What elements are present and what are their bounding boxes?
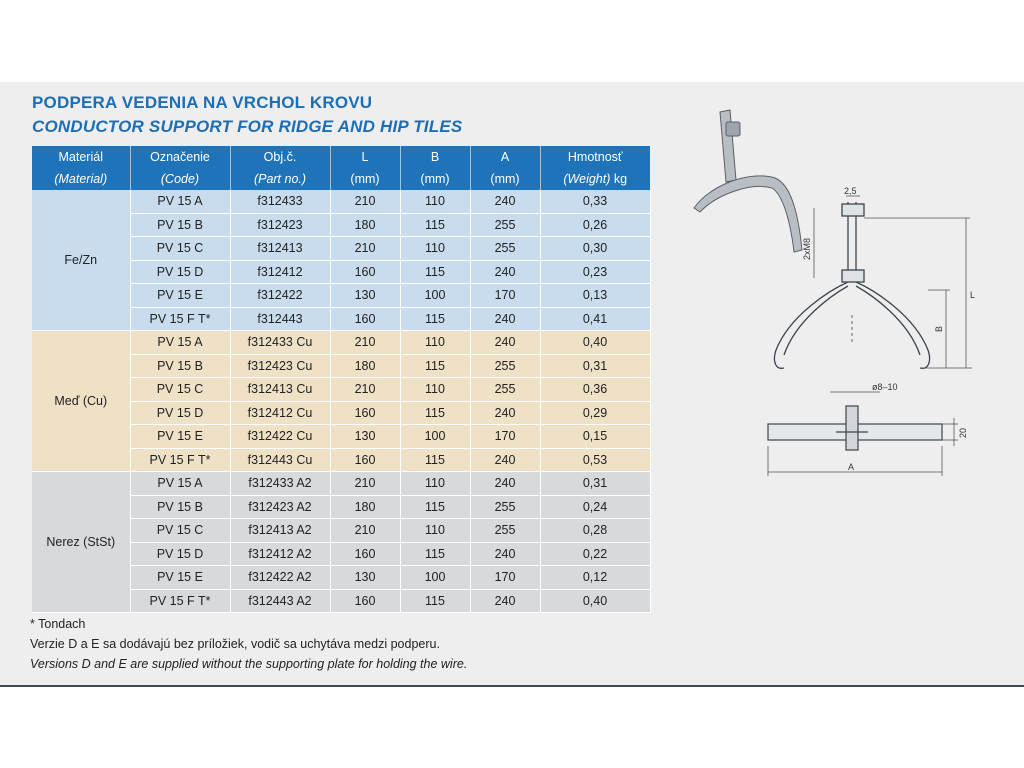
part-cell: f312433 Cu <box>230 331 330 355</box>
code-cell: PV 15 D <box>130 260 230 284</box>
part-cell: f312422 A2 <box>230 566 330 590</box>
weight-unit: kg <box>613 172 628 186</box>
b-cell: 115 <box>400 401 470 425</box>
dim-diameter-label: ø8–10 <box>872 382 898 392</box>
table-row <box>32 190 650 213</box>
header-a: A <box>470 146 540 168</box>
code-cell: PV 15 A <box>130 190 230 213</box>
l-cell: 210 <box>330 378 400 402</box>
part-cell: f312433 <box>230 190 330 213</box>
part-cell: f312443 A2 <box>230 589 330 613</box>
b-cell: 115 <box>400 260 470 284</box>
l-cell: 180 <box>330 354 400 378</box>
header-a-unit: (mm) <box>470 168 540 190</box>
weight-cell: 0,40 <box>540 331 650 355</box>
header-material-en: (Material) <box>32 168 130 190</box>
dim-l-label: L <box>970 290 976 300</box>
spec-body <box>32 190 650 613</box>
code-cell: PV 15 C <box>130 237 230 261</box>
l-cell: 130 <box>330 284 400 308</box>
part-cell: f312422 <box>230 284 330 308</box>
header-row-bottom <box>32 168 650 190</box>
weight-cell: 0,13 <box>540 284 650 308</box>
note-slovak: Verzie D a E sa dodávajú bez príložiek, vodič sa uchytáva medzi podperu. <box>30 637 440 651</box>
weight-cell: 0,12 <box>540 566 650 590</box>
header-b: B <box>400 146 470 168</box>
code-cell: PV 15 C <box>130 378 230 402</box>
part-cell: f312413 <box>230 237 330 261</box>
header-code-en: (Code) <box>130 168 230 190</box>
b-cell: 115 <box>400 213 470 237</box>
a-cell: 240 <box>470 401 540 425</box>
l-cell: 180 <box>330 213 400 237</box>
code-cell: PV 15 D <box>130 401 230 425</box>
weight-cell: 0,23 <box>540 260 650 284</box>
code-cell: PV 15 A <box>130 331 230 355</box>
l-cell: 160 <box>330 542 400 566</box>
a-cell: 255 <box>470 213 540 237</box>
code-cell: PV 15 E <box>130 566 230 590</box>
l-cell: 210 <box>330 331 400 355</box>
weight-cell: 0,33 <box>540 190 650 213</box>
part-cell: f312412 <box>230 260 330 284</box>
l-cell: 130 <box>330 425 400 449</box>
weight-cell: 0,30 <box>540 237 650 261</box>
l-cell: 130 <box>330 566 400 590</box>
l-cell: 210 <box>330 237 400 261</box>
weight-cell: 0,24 <box>540 495 650 519</box>
b-cell: 100 <box>400 284 470 308</box>
l-cell: 160 <box>330 589 400 613</box>
weight-cell: 0,22 <box>540 542 650 566</box>
a-cell: 240 <box>470 307 540 331</box>
b-cell: 100 <box>400 425 470 449</box>
header-weight: Hmotnosť <box>540 146 650 168</box>
weight-cell: 0,28 <box>540 519 650 543</box>
header-weight-unit <box>540 168 650 190</box>
code-cell: PV 15 A <box>130 472 230 496</box>
l-cell: 160 <box>330 448 400 472</box>
l-cell: 160 <box>330 307 400 331</box>
a-cell: 240 <box>470 260 540 284</box>
weight-cell: 0,15 <box>540 425 650 449</box>
code-cell: PV 15 F T* <box>130 307 230 331</box>
part-cell: f312423 <box>230 213 330 237</box>
technical-drawing <box>680 100 1000 490</box>
weight-label-en: (Weight) <box>563 172 611 186</box>
b-cell: 115 <box>400 448 470 472</box>
a-cell: 240 <box>470 472 540 496</box>
header-row-top <box>32 146 650 168</box>
dim-a-label: A <box>848 462 855 472</box>
b-cell: 115 <box>400 589 470 613</box>
code-cell: PV 15 F T* <box>130 448 230 472</box>
header-material: Materiál <box>32 146 130 168</box>
a-cell: 255 <box>470 354 540 378</box>
l-cell: 210 <box>330 190 400 213</box>
a-cell: 240 <box>470 331 540 355</box>
material-cell: Nerez (StSt) <box>32 472 130 613</box>
title-english: CONDUCTOR SUPPORT FOR RIDGE AND HIP TILES <box>32 117 463 136</box>
code-cell: PV 15 B <box>130 354 230 378</box>
weight-cell: 0,29 <box>540 401 650 425</box>
a-cell: 255 <box>470 519 540 543</box>
weight-cell: 0,31 <box>540 472 650 496</box>
b-cell: 110 <box>400 378 470 402</box>
b-cell: 100 <box>400 566 470 590</box>
a-cell: 255 <box>470 495 540 519</box>
part-cell: f312423 Cu <box>230 354 330 378</box>
b-cell: 110 <box>400 237 470 261</box>
part-cell: f312433 A2 <box>230 472 330 496</box>
l-cell: 160 <box>330 260 400 284</box>
a-cell: 170 <box>470 425 540 449</box>
header-part-no-en: (Part no.) <box>230 168 330 190</box>
a-cell: 255 <box>470 378 540 402</box>
b-cell: 110 <box>400 331 470 355</box>
code-cell: PV 15 E <box>130 284 230 308</box>
a-cell: 255 <box>470 237 540 261</box>
code-cell: PV 15 B <box>130 495 230 519</box>
part-cell: f312412 A2 <box>230 542 330 566</box>
weight-cell: 0,40 <box>540 589 650 613</box>
weight-cell: 0,53 <box>540 448 650 472</box>
b-cell: 110 <box>400 190 470 213</box>
support-top-view <box>768 406 942 450</box>
header-l-unit: (mm) <box>330 168 400 190</box>
part-cell: f312413 A2 <box>230 519 330 543</box>
table-row <box>32 331 650 355</box>
b-cell: 115 <box>400 307 470 331</box>
notes <box>30 614 467 674</box>
code-cell: PV 15 C <box>130 519 230 543</box>
part-cell: f312443 <box>230 307 330 331</box>
code-cell: PV 15 B <box>130 213 230 237</box>
a-cell: 240 <box>470 542 540 566</box>
a-cell: 240 <box>470 190 540 213</box>
b-cell: 115 <box>400 354 470 378</box>
dim-20-label: 20 <box>958 427 968 438</box>
header-part-no: Obj.č. <box>230 146 330 168</box>
table-row <box>32 472 650 496</box>
header-b-unit: (mm) <box>400 168 470 190</box>
header-code: Označenie <box>130 146 230 168</box>
dim-2-5-label: 2,5 <box>844 186 857 196</box>
part-cell: f312422 Cu <box>230 425 330 449</box>
part-cell: f312423 A2 <box>230 495 330 519</box>
l-cell: 160 <box>330 401 400 425</box>
b-cell: 115 <box>400 542 470 566</box>
front-dimension-lines <box>814 196 972 368</box>
title-slovak: PODPERA VEDENIA NA VRCHOL KROVU <box>32 93 373 112</box>
code-cell: PV 15 E <box>130 425 230 449</box>
a-cell: 240 <box>470 448 540 472</box>
a-cell: 170 <box>470 284 540 308</box>
weight-cell: 0,36 <box>540 378 650 402</box>
material-cell: Fe/Zn <box>32 190 130 331</box>
code-cell: PV 15 F T* <box>130 589 230 613</box>
b-cell: 115 <box>400 495 470 519</box>
support-3d-illustration <box>694 110 802 252</box>
a-cell: 170 <box>470 566 540 590</box>
weight-cell: 0,31 <box>540 354 650 378</box>
note-english: Versions D and E are supplied without the supporting plate for holding the wire. <box>30 657 468 671</box>
part-cell: f312413 Cu <box>230 378 330 402</box>
header-l: L <box>330 146 400 168</box>
part-cell: f312412 Cu <box>230 401 330 425</box>
weight-cell: 0,41 <box>540 307 650 331</box>
l-cell: 210 <box>330 519 400 543</box>
footnote-tondach: * Tondach <box>30 617 86 631</box>
spec-table <box>32 146 651 613</box>
l-cell: 210 <box>330 472 400 496</box>
a-cell: 240 <box>470 589 540 613</box>
dim-m8-label: 2xM8 <box>802 237 812 260</box>
l-cell: 180 <box>330 495 400 519</box>
part-cell: f312443 Cu <box>230 448 330 472</box>
material-cell: Meď (Cu) <box>32 331 130 472</box>
b-cell: 110 <box>400 519 470 543</box>
weight-cell: 0,26 <box>540 213 650 237</box>
b-cell: 110 <box>400 472 470 496</box>
dim-b-label: B <box>934 325 944 332</box>
code-cell: PV 15 D <box>130 542 230 566</box>
